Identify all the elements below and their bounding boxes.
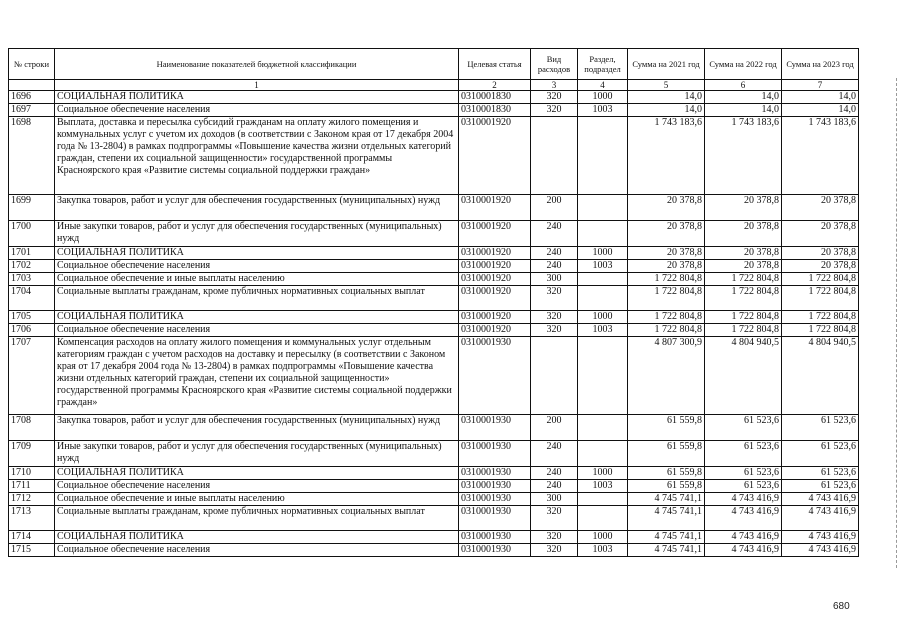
row-sum-2021: 20 378,8: [628, 260, 705, 273]
row-sum-2023: 1 722 804,8: [782, 273, 859, 286]
row-expense-type: 320: [531, 506, 578, 531]
row-name: Выплата, доставка и пересылка субсидий гражданам на оплату жилого помещения и коммунальных услуг с учетом их доходов (в соответствии с Законом края от 17 декабря 2004 года № 13-2804) в рамках подпрограммы «Повышение качества жизни отдельных категорий граждан, степени их социальной защищенности» государственной программы Красноярского края «Развитие системы социальной поддержки граждан»: [55, 117, 459, 195]
row-target: 0310001920: [459, 286, 531, 311]
table-row: [9, 493, 859, 506]
row-sum-2022: 61 523,6: [705, 467, 782, 480]
row-sum-2021: 4 745 741,1: [628, 531, 705, 544]
row-expense-type: 300: [531, 273, 578, 286]
row-sum-2023: 1 722 804,8: [782, 324, 859, 337]
row-number: 1709: [9, 441, 55, 467]
row-sum-2023: 61 523,6: [782, 467, 859, 480]
row-number: 1715: [9, 544, 55, 557]
row-expense-type: 240: [531, 260, 578, 273]
row-name: Социальное обеспечение и иные выплаты населению: [55, 493, 459, 506]
column-number: 5: [628, 80, 705, 91]
row-sum-2021: 4 745 741,1: [628, 544, 705, 557]
row-sum-2023: 1 743 183,6: [782, 117, 859, 195]
row-section: 1000: [578, 91, 628, 104]
row-number: 1711: [9, 480, 55, 493]
row-sum-2021: 61 559,8: [628, 415, 705, 441]
row-sum-2022: 14,0: [705, 91, 782, 104]
row-target: 0310001930: [459, 480, 531, 493]
row-name: Социальное обеспечение населения: [55, 544, 459, 557]
row-expense-type: 320: [531, 324, 578, 337]
row-target: 0310001920: [459, 273, 531, 286]
row-sum-2023: 20 378,8: [782, 221, 859, 247]
row-section: 1003: [578, 324, 628, 337]
row-section: 1003: [578, 260, 628, 273]
row-sum-2022: 20 378,8: [705, 260, 782, 273]
row-expense-type: 320: [531, 544, 578, 557]
row-name: Социальные выплаты гражданам, кроме публичных нормативных социальных выплат: [55, 506, 459, 531]
row-sum-2022: 1 722 804,8: [705, 324, 782, 337]
row-sum-2023: 14,0: [782, 104, 859, 117]
row-name: Компенсация расходов на оплату жилого помещения и коммунальных услуг отдельным категориям граждан с учетом расходов на доставку и пересылку (в соответствии с Законом края от 17 декабря 2004 года № 13-2804) в рамках подпрограммы «Повышение качества жизни отдельных категорий граждан, степени их социальной защищенности» государственной программы Красноярского края «Развитие системы социальной поддержки граждан»: [55, 337, 459, 415]
row-target: 0310001930: [459, 531, 531, 544]
budget-table: [8, 48, 859, 557]
row-target: 0310001930: [459, 415, 531, 441]
row-sum-2022: 1 722 804,8: [705, 286, 782, 311]
row-name: СОЦИАЛЬНАЯ ПОЛИТИКА: [55, 247, 459, 260]
row-name: Закупка товаров, работ и услуг для обеспечения государственных (муниципальных) нужд: [55, 415, 459, 441]
row-sum-2023: 1 722 804,8: [782, 286, 859, 311]
row-number: 1702: [9, 260, 55, 273]
row-expense-type: 320: [531, 311, 578, 324]
column-number: 1: [55, 80, 459, 91]
row-sum-2021: 61 559,8: [628, 441, 705, 467]
header-sum-2023: Сумма на 2023 год: [782, 49, 859, 80]
table-row: [9, 467, 859, 480]
row-expense-type: 240: [531, 441, 578, 467]
row-target: 0310001920: [459, 117, 531, 195]
row-number: 1708: [9, 415, 55, 441]
row-sum-2021: 4 807 300,9: [628, 337, 705, 415]
row-target: 0310001920: [459, 260, 531, 273]
row-target: 0310001930: [459, 441, 531, 467]
row-expense-type: 320: [531, 91, 578, 104]
row-name: Социальное обеспечение населения: [55, 324, 459, 337]
row-sum-2021: 4 745 741,1: [628, 493, 705, 506]
row-section: [578, 493, 628, 506]
row-number: 1701: [9, 247, 55, 260]
row-sum-2023: 20 378,8: [782, 195, 859, 221]
row-name: Социальное обеспечение населения: [55, 260, 459, 273]
row-section: 1000: [578, 531, 628, 544]
row-sum-2022: 20 378,8: [705, 195, 782, 221]
row-sum-2023: 4 743 416,9: [782, 544, 859, 557]
row-expense-type: [531, 117, 578, 195]
row-sum-2022: 4 743 416,9: [705, 506, 782, 531]
row-name: Социальные выплаты гражданам, кроме публичных нормативных социальных выплат: [55, 286, 459, 311]
row-expense-type: 200: [531, 195, 578, 221]
row-sum-2023: 20 378,8: [782, 247, 859, 260]
row-sum-2021: 4 745 741,1: [628, 506, 705, 531]
row-name: Социальное обеспечение населения: [55, 480, 459, 493]
row-section: 1003: [578, 480, 628, 493]
row-sum-2021: 61 559,8: [628, 480, 705, 493]
column-number: 4: [578, 80, 628, 91]
row-target: 0310001930: [459, 337, 531, 415]
row-section: 1003: [578, 104, 628, 117]
table-row: [9, 260, 859, 273]
row-section: [578, 415, 628, 441]
row-sum-2023: 14,0: [782, 91, 859, 104]
row-expense-type: 240: [531, 221, 578, 247]
row-number: 1696: [9, 91, 55, 104]
table-row: [9, 286, 859, 311]
table-row: [9, 506, 859, 531]
row-target: 0310001920: [459, 311, 531, 324]
header-sum-2021: Сумма на 2021 год: [628, 49, 705, 80]
row-section: 1000: [578, 467, 628, 480]
row-name: Социальное обеспечение и иные выплаты населению: [55, 273, 459, 286]
row-sum-2023: 4 743 416,9: [782, 493, 859, 506]
row-section: [578, 195, 628, 221]
row-sum-2022: 20 378,8: [705, 221, 782, 247]
table-row: [9, 273, 859, 286]
row-sum-2021: 20 378,8: [628, 195, 705, 221]
row-sum-2022: 61 523,6: [705, 441, 782, 467]
column-number: 3: [531, 80, 578, 91]
row-number: 1699: [9, 195, 55, 221]
row-target: 0310001830: [459, 91, 531, 104]
row-section: 1000: [578, 247, 628, 260]
row-sum-2022: 4 804 940,5: [705, 337, 782, 415]
row-expense-type: 320: [531, 531, 578, 544]
row-sum-2022: 61 523,6: [705, 480, 782, 493]
row-section: 1000: [578, 311, 628, 324]
header-name: Наименование показателей бюджетной классификации: [55, 49, 459, 80]
row-sum-2022: 1 722 804,8: [705, 311, 782, 324]
row-sum-2021: 1 743 183,6: [628, 117, 705, 195]
row-sum-2023: 61 523,6: [782, 441, 859, 467]
row-sum-2022: 61 523,6: [705, 415, 782, 441]
row-expense-type: 300: [531, 493, 578, 506]
table-row: [9, 480, 859, 493]
row-sum-2021: 1 722 804,8: [628, 311, 705, 324]
table-row: [9, 104, 859, 117]
row-sum-2021: 1 722 804,8: [628, 324, 705, 337]
page-number: 680: [833, 601, 850, 612]
row-sum-2022: 4 743 416,9: [705, 544, 782, 557]
table-row: [9, 531, 859, 544]
column-number: [9, 80, 55, 91]
row-section: [578, 273, 628, 286]
row-name: СОЦИАЛЬНАЯ ПОЛИТИКА: [55, 311, 459, 324]
row-target: 0310001930: [459, 467, 531, 480]
table-row: [9, 324, 859, 337]
row-target: 0310001930: [459, 493, 531, 506]
row-sum-2021: 20 378,8: [628, 247, 705, 260]
row-section: 1003: [578, 544, 628, 557]
row-sum-2023: 4 804 940,5: [782, 337, 859, 415]
row-section: [578, 117, 628, 195]
row-sum-2022: 4 743 416,9: [705, 531, 782, 544]
row-sum-2021: 1 722 804,8: [628, 286, 705, 311]
row-section: [578, 337, 628, 415]
row-section: [578, 506, 628, 531]
row-target: 0310001920: [459, 247, 531, 260]
column-number: 7: [782, 80, 859, 91]
row-sum-2023: 4 743 416,9: [782, 531, 859, 544]
row-number: 1705: [9, 311, 55, 324]
row-sum-2022: 1 722 804,8: [705, 273, 782, 286]
row-name: Иные закупки товаров, работ и услуг для обеспечения государственных (муниципальных) нужд: [55, 221, 459, 247]
row-number: 1713: [9, 506, 55, 531]
row-sum-2023: 1 722 804,8: [782, 311, 859, 324]
row-expense-type: 240: [531, 247, 578, 260]
row-name: СОЦИАЛЬНАЯ ПОЛИТИКА: [55, 467, 459, 480]
column-number: 2: [459, 80, 531, 91]
row-sum-2021: 61 559,8: [628, 467, 705, 480]
row-sum-2023: 61 523,6: [782, 480, 859, 493]
row-sum-2022: 20 378,8: [705, 247, 782, 260]
page-edge-rule: [896, 78, 898, 568]
row-sum-2022: 4 743 416,9: [705, 493, 782, 506]
row-name: СОЦИАЛЬНАЯ ПОЛИТИКА: [55, 91, 459, 104]
row-target: 0310001930: [459, 544, 531, 557]
row-target: 0310001930: [459, 506, 531, 531]
row-sum-2021: 14,0: [628, 104, 705, 117]
row-number: 1714: [9, 531, 55, 544]
table-row: [9, 544, 859, 557]
row-sum-2022: 14,0: [705, 104, 782, 117]
table-row: [9, 117, 859, 195]
header-target: Целевая статья: [459, 49, 531, 80]
row-name: Закупка товаров, работ и услуг для обеспечения государственных (муниципальных) нужд: [55, 195, 459, 221]
row-section: [578, 441, 628, 467]
row-number: 1710: [9, 467, 55, 480]
row-name: Социальное обеспечение населения: [55, 104, 459, 117]
row-sum-2021: 20 378,8: [628, 221, 705, 247]
table-header-row: [9, 49, 859, 80]
table-row: [9, 337, 859, 415]
row-number: 1704: [9, 286, 55, 311]
table-row: [9, 195, 859, 221]
row-number: 1700: [9, 221, 55, 247]
row-name: СОЦИАЛЬНАЯ ПОЛИТИКА: [55, 531, 459, 544]
row-sum-2023: 20 378,8: [782, 260, 859, 273]
row-expense-type: 320: [531, 104, 578, 117]
row-target: 0310001830: [459, 104, 531, 117]
row-expense-type: 200: [531, 415, 578, 441]
row-expense-type: 240: [531, 480, 578, 493]
row-sum-2021: 14,0: [628, 91, 705, 104]
column-number: 6: [705, 80, 782, 91]
header-expense-type: Вид расходов: [531, 49, 578, 80]
row-target: 0310001920: [459, 221, 531, 247]
row-section: [578, 221, 628, 247]
row-number: 1698: [9, 117, 55, 195]
row-sum-2022: 1 743 183,6: [705, 117, 782, 195]
row-number: 1712: [9, 493, 55, 506]
header-section: Раздел, подраздел: [578, 49, 628, 80]
row-sum-2021: 1 722 804,8: [628, 273, 705, 286]
table-row: [9, 441, 859, 467]
row-target: 0310001920: [459, 324, 531, 337]
header-sum-2022: Сумма на 2022 год: [705, 49, 782, 80]
row-number: 1697: [9, 104, 55, 117]
row-section: [578, 286, 628, 311]
row-target: 0310001920: [459, 195, 531, 221]
row-expense-type: 240: [531, 467, 578, 480]
row-number: 1703: [9, 273, 55, 286]
table-row: [9, 91, 859, 104]
table-row: [9, 247, 859, 260]
row-sum-2023: 61 523,6: [782, 415, 859, 441]
row-expense-type: [531, 337, 578, 415]
row-expense-type: 320: [531, 286, 578, 311]
header-row-no: № строки: [9, 49, 55, 80]
table-body: [9, 91, 859, 557]
row-number: 1707: [9, 337, 55, 415]
row-number: 1706: [9, 324, 55, 337]
row-name: Иные закупки товаров, работ и услуг для обеспечения государственных (муниципальных) нужд: [55, 441, 459, 467]
table-row: [9, 311, 859, 324]
column-number-row: [9, 80, 859, 91]
table-row: [9, 415, 859, 441]
row-sum-2023: 4 743 416,9: [782, 506, 859, 531]
table-row: [9, 221, 859, 247]
